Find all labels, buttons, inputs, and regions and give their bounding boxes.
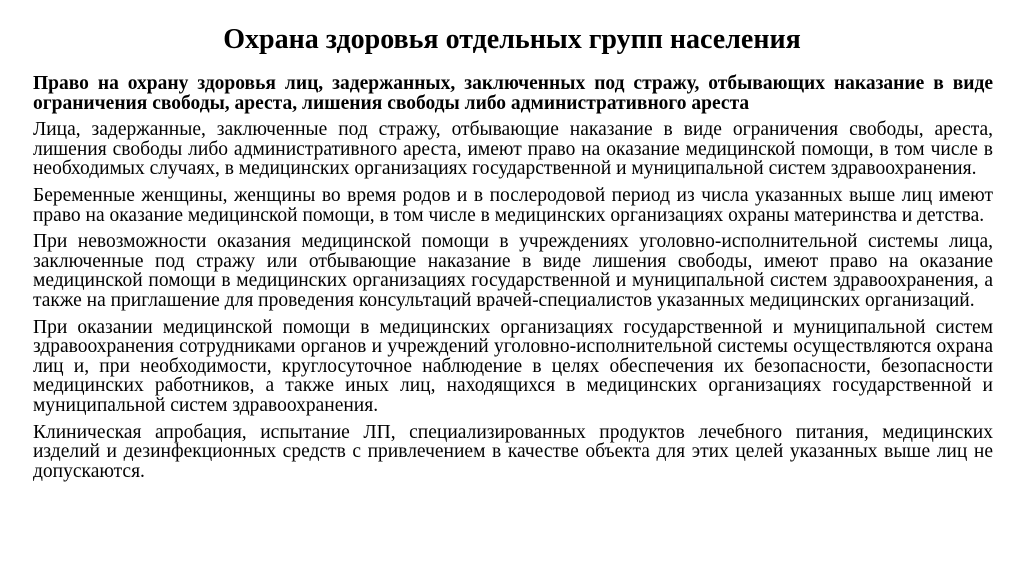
section-subheading: Право на охрану здоровья лиц, задержанных, заключенных под стражу, отбывающих наказание в виде ограничения свободы, ареста, лишения свободы либо административного ареста bbox=[33, 73, 993, 114]
paragraph-detainees-right: Лица, задержанные, заключенные под стражу, отбывающие наказание в виде ограничения свободы, ареста, лишения свободы либо административного ареста, имеют право на оказание медицинской помощи, в том числе в необходимых случаях, в медицинских организациях государственной и муниципальной систем здравоохранения. bbox=[33, 119, 993, 180]
paragraph-pregnant-women: Беременные женщины, женщины во время родов и в послеродовой период из числа указанных выше лиц имеют право на оказание медицинской помощи, в том числе в медицинских организациях охраны материнства и детства. bbox=[33, 184, 993, 226]
slide-content bbox=[33, 74, 993, 488]
slide-title: Охрана здоровья отдельных групп населения bbox=[223, 24, 801, 55]
paragraph-trials-prohibited: Клиническая апробация, испытание ЛП, специализированных продуктов лечебного питания, медицинских изделий и дезинфекционных средств с привлечением в качестве объекта для этих целей указанных выше лиц не допускаются. bbox=[33, 421, 993, 482]
paragraph-security: При оказании медицинской помощи в медицинских организациях государственной и муниципальной систем здравоохранения сотрудниками органов и учреждений уголовно-исполнительной системы осуществляются охрана лиц и, при необходимости, круглосуточное наблюдение в целях обеспечения их безопасности, безопасности медицинских работников, а также иных лиц, находящихся в медицинских организациях государственной и муниципальной систем здравоохранения. bbox=[33, 316, 993, 416]
paragraph-external-care: При невозможности оказания медицинской помощи в учреждениях уголовно-исполнительной системы лица, заключенные под стражу или отбывающие наказание в виде лишения свободы, имеют право на оказание медицинской помощи в медицинских организациях государственной и муниципальной систем здравоохранения, а также на приглашение для проведения консультаций врачей-специалистов указанных медицинских организаций. bbox=[33, 231, 993, 311]
